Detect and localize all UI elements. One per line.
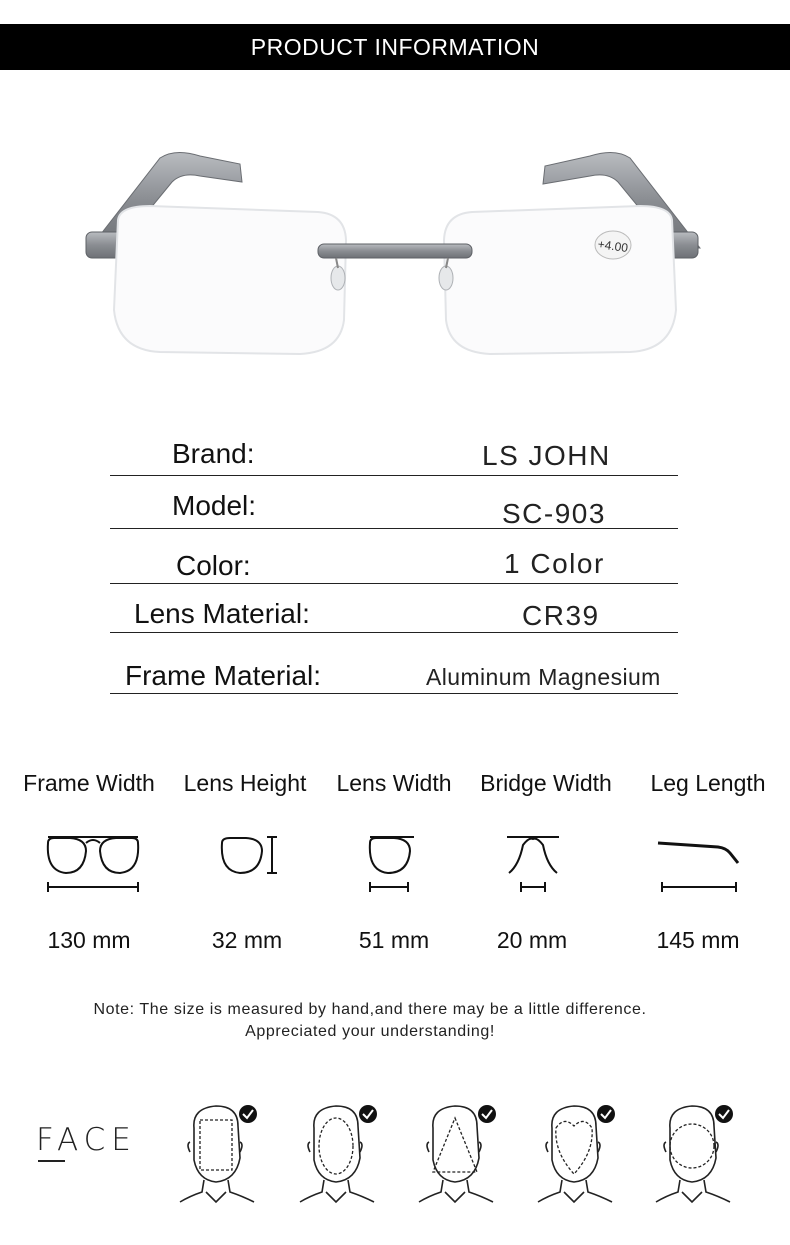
spec-label: Model: [172,490,257,521]
dimension-value-lens-width: 51 mm [358,927,430,953]
rectangle-face-icon [176,1098,260,1206]
lens-height-icon [218,825,278,881]
dimension-label-lens-width: Lens Width [336,770,452,796]
face-title-underline [38,1160,65,1162]
lens-sticker: +4.00 [596,236,629,256]
dimension-label-lens-height: Lens Height [183,770,307,796]
spec-value: SC-903 [502,498,606,529]
face-section-title: FACE [36,1122,137,1158]
round-face-icon [652,1098,736,1206]
spec-value: CR39 [522,600,600,631]
spec-row-model [110,486,678,529]
dimension-label-frame-width: Frame Width [23,770,155,796]
spec-label: Brand: [172,438,255,469]
measurement-note-thanks: Appreciated your understanding! [245,1023,495,1040]
spec-row-brand [110,432,678,476]
dimension-label-leg-length: Leg Length [650,770,766,796]
spec-label: Color: [176,550,251,581]
dimension-value-frame-width: 130 mm [47,927,131,953]
page-title: PRODUCT INFORMATION [250,33,540,60]
spec-row-lens-material [110,594,678,633]
dimension-label-bridge-width: Bridge Width [480,770,612,796]
heart-face-icon [534,1098,618,1206]
lens-width-icon [364,825,416,895]
dimension-value-leg-length: 145 mm [656,927,740,953]
spec-value: LS JOHN [482,440,611,471]
spec-row-frame-material [110,654,678,694]
bridge-width-icon [505,825,561,895]
glasses-product-image [0,120,790,380]
dimension-value-lens-height: 32 mm [211,927,283,953]
dimension-value-bridge-width: 20 mm [496,927,568,953]
spec-value: Aluminum Magnesium [426,664,661,690]
leg-length-icon [656,825,742,895]
spec-row-color [110,540,678,584]
frame-width-icon [42,825,144,895]
spec-value: 1 Color [504,548,605,579]
spec-label: Frame Material: [125,660,322,691]
header-banner [0,24,790,70]
measurement-note: Note: The size is measured by hand,and there may be a little difference. [93,1001,647,1018]
oval-face-icon [296,1098,380,1206]
spec-label: Lens Material: [134,598,310,629]
triangle-face-icon [415,1098,499,1206]
